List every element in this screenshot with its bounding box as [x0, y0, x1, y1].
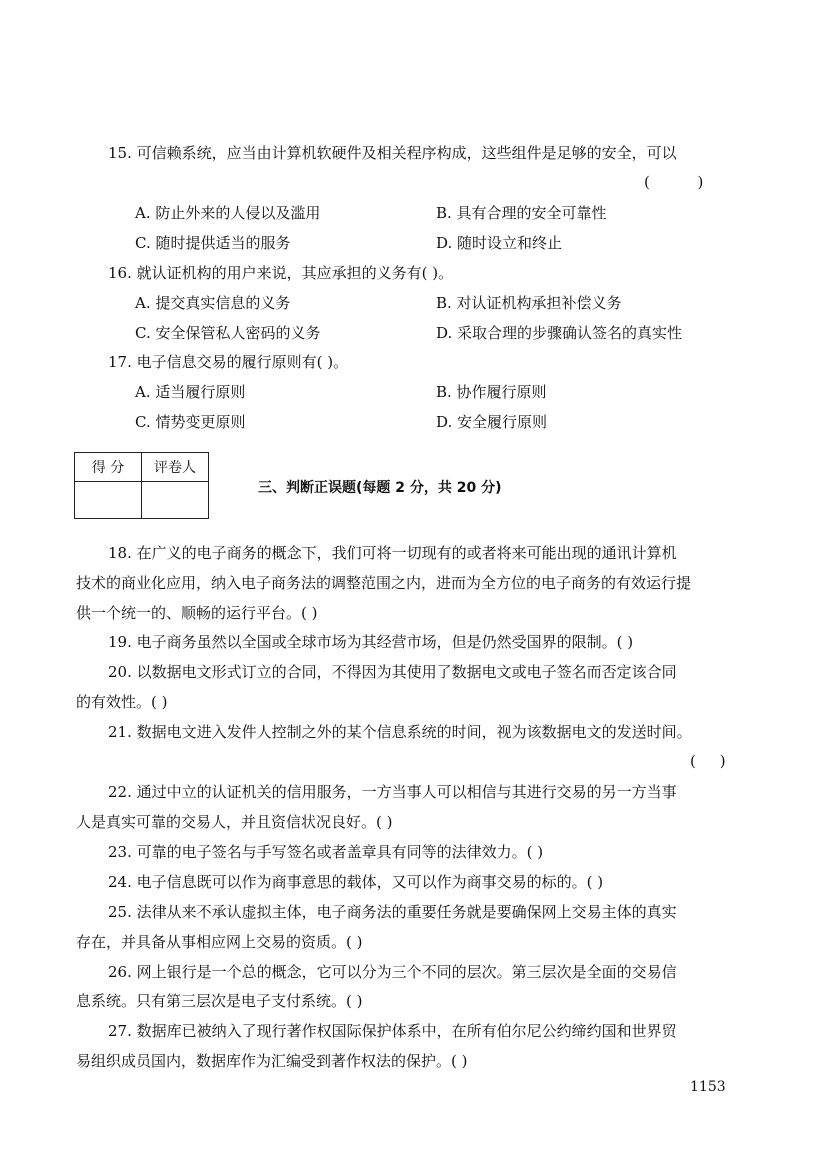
q18-line-2: 技术的商业化应用，纳入电子商务法的调整范围之内，进而为全方位的电子商务的有效运行提 [76, 574, 692, 592]
q17-option-b: B. 协作履行原则 [436, 383, 547, 401]
q17-stem: 17. 电子信息交易的履行原则有( )。 [108, 353, 349, 371]
q21-answer-paren[interactable]: ( ) [690, 752, 726, 770]
score-label: 得 分 [75, 453, 142, 482]
page-number: 1153 [690, 1079, 726, 1095]
q26-line-1: 26. 网上银行是一个总的概念，它可以分为三个不同的层次。第三层次是全面的交易信 [108, 963, 677, 981]
q23-line-1: 23. 可靠的电子签名与手写签名或者盖章具有同等的法律效力。( ) [108, 843, 544, 861]
q27-line-2: 易组织成员国内，数据库作为汇编受到著作权法的保护。( ) [76, 1052, 468, 1070]
q16-option-b: B. 对认证机构承担补偿义务 [436, 294, 622, 312]
q24-line-1: 24. 电子信息既可以作为商事意思的载体，又可以作为商事交易的标的。( ) [108, 873, 604, 891]
q16-option-a: A. 提交真实信息的义务 [135, 294, 291, 312]
q17-option-d: D. 安全履行原则 [436, 413, 548, 431]
q20-line-2: 的有效性。( ) [76, 693, 168, 711]
q17-option-c: C. 情势变更原则 [135, 413, 246, 431]
q25-line-2: 存在，并具备从事相应网上交易的资质。( ) [76, 933, 363, 951]
q16-option-d: D. 采取合理的步骤确认签名的真实性 [436, 324, 683, 342]
q26-line-2: 息系统。只有第三层次是电子支付系统。( ) [76, 992, 363, 1010]
q19-line-1: 19. 电子商务虽然以全国或全球市场为其经营市场，但是仍然受国界的限制。( ) [108, 633, 634, 651]
q21-line-1: 21. 数据电文进入发件人控制之外的某个信息系统的时间，视为该数据电文的发送时间。 [108, 723, 692, 741]
q15-option-a: A. 防止外来的人侵以及滥用 [135, 204, 321, 222]
q15-option-b: B. 具有合理的安全可靠性 [436, 204, 607, 222]
section-title: 三、判断正误题(每题 2 分，共 20 分) [258, 480, 502, 496]
q27-line-1: 27. 数据库已被纳入了现行著作权国际保护体系中，在所有伯尔尼公约缔约国和世界贸 [108, 1022, 677, 1040]
q20-line-1: 20. 以数据电文形式订立的合同，不得因为其使用了数据电文或电子签名而否定该合同 [108, 663, 677, 681]
q16-option-c: C. 安全保管私人密码的义务 [135, 324, 321, 342]
q15-stem: 15. 可信赖系统，应当由计算机软硬件及相关程序构成，这些组件是足够的安全，可以 [108, 144, 677, 162]
q16-stem: 16. 就认证机构的用户来说，其应承担的义务有( )。 [108, 264, 454, 282]
q18-line-1: 18. 在广义的电子商务的概念下，我们可将一切现有的或者将来可能出现的通讯计算机 [108, 544, 677, 562]
q15-option-c: C. 随时提供适当的服务 [135, 234, 291, 252]
score-box [74, 452, 209, 519]
q17-option-a: A. 适当履行原则 [135, 383, 246, 401]
q22-line-2: 人是真实可靠的交易人，并且资信状况良好。( ) [76, 813, 393, 831]
grader-label: 评卷人 [142, 453, 209, 482]
grader-cell[interactable] [142, 482, 209, 519]
q18-line-3: 供一个统一的、顺畅的运行平台。( ) [76, 604, 318, 622]
q25-line-1: 25. 法律从来不承认虚拟主体，电子商务法的重要任务就是要确保网上交易主体的真实 [108, 903, 677, 921]
q15-option-d: D. 随时设立和终止 [436, 234, 563, 252]
q15-answer-paren[interactable]: ( ) [644, 173, 704, 191]
score-cell[interactable] [75, 482, 142, 519]
q22-line-1: 22. 通过中立的认证机关的信用服务，一方当事人可以相信与其进行交易的另一方当事 [108, 783, 677, 801]
